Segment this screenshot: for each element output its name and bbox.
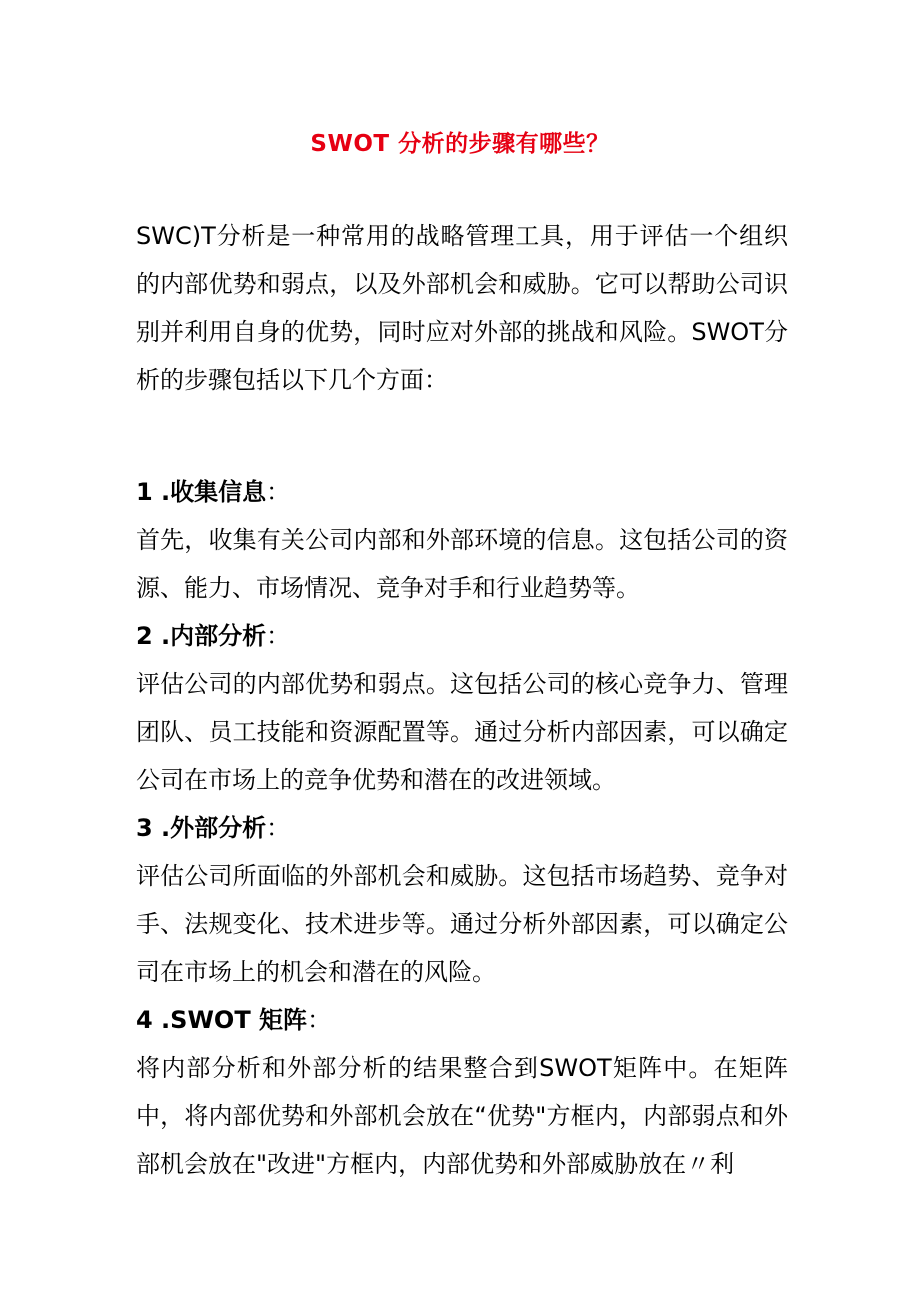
section-body: 评估公司所面临的外部机会和威胁。这包括市场趋势、竞争对手、法规变化、技术进步等。通过分析外部因素，可以确定公司在市场上的机会和潜在的风险。 xyxy=(136,862,788,986)
section-body: 将内部分析和外部分析的结果整合到SWOT矩阵中。在矩阵中，将内部优势和外部机会放在“优势"方框内，内部弱点和外部机会放在"改进"方框内，内部优势和外部威胁放在〃利 xyxy=(136,1054,788,1178)
section-colon: ： xyxy=(266,622,291,650)
section-body: 评估公司的内部优势和弱点。这包括公司的核心竞争力、管理团队、员工技能和资源配置等。通过分析内部因素，可以确定公司在市场上的竞争优势和潜在的改进领域。 xyxy=(136,670,788,794)
section-number: 3 . xyxy=(136,814,171,842)
section-colon: ： xyxy=(266,814,291,842)
section-title: 外部分析 xyxy=(170,814,267,842)
section-4 xyxy=(136,996,788,1188)
section-heading xyxy=(136,612,788,660)
section-number: 2 . xyxy=(136,622,171,650)
section-colon: ： xyxy=(307,1006,332,1034)
section-number: 4 . xyxy=(136,1006,171,1034)
section-title: 内部分析 xyxy=(170,622,267,650)
page-title: SWOT 分析的步骤有哪些？ xyxy=(310,131,610,157)
section-body: 首先，收集有关公司内部和外部环境的信息。这包括公司的资源、能力、市场情况、竞争对手和行业趋势等。 xyxy=(136,526,788,602)
section-title: 收集信息 xyxy=(170,478,267,506)
section-heading xyxy=(136,468,788,516)
section-colon: ： xyxy=(266,478,291,506)
section-2 xyxy=(136,612,788,804)
section-1 xyxy=(136,468,788,612)
section-heading xyxy=(136,804,788,852)
intro-paragraph: SWC)T分析是一种常用的战略管理工具，用于评估一个组织的内部优势和弱点，以及外部机会和威胁。它可以帮助公司识别并利用自身的优势，同时应对外部的挑战和风险。SWOT分析的步骤包括以下几个方面： xyxy=(136,222,788,394)
section-heading xyxy=(136,996,788,1044)
section-number: 1 . xyxy=(136,478,171,506)
document-body xyxy=(136,212,788,1188)
section-title: SWOT 矩阵 xyxy=(170,1006,308,1034)
section-3 xyxy=(136,804,788,996)
